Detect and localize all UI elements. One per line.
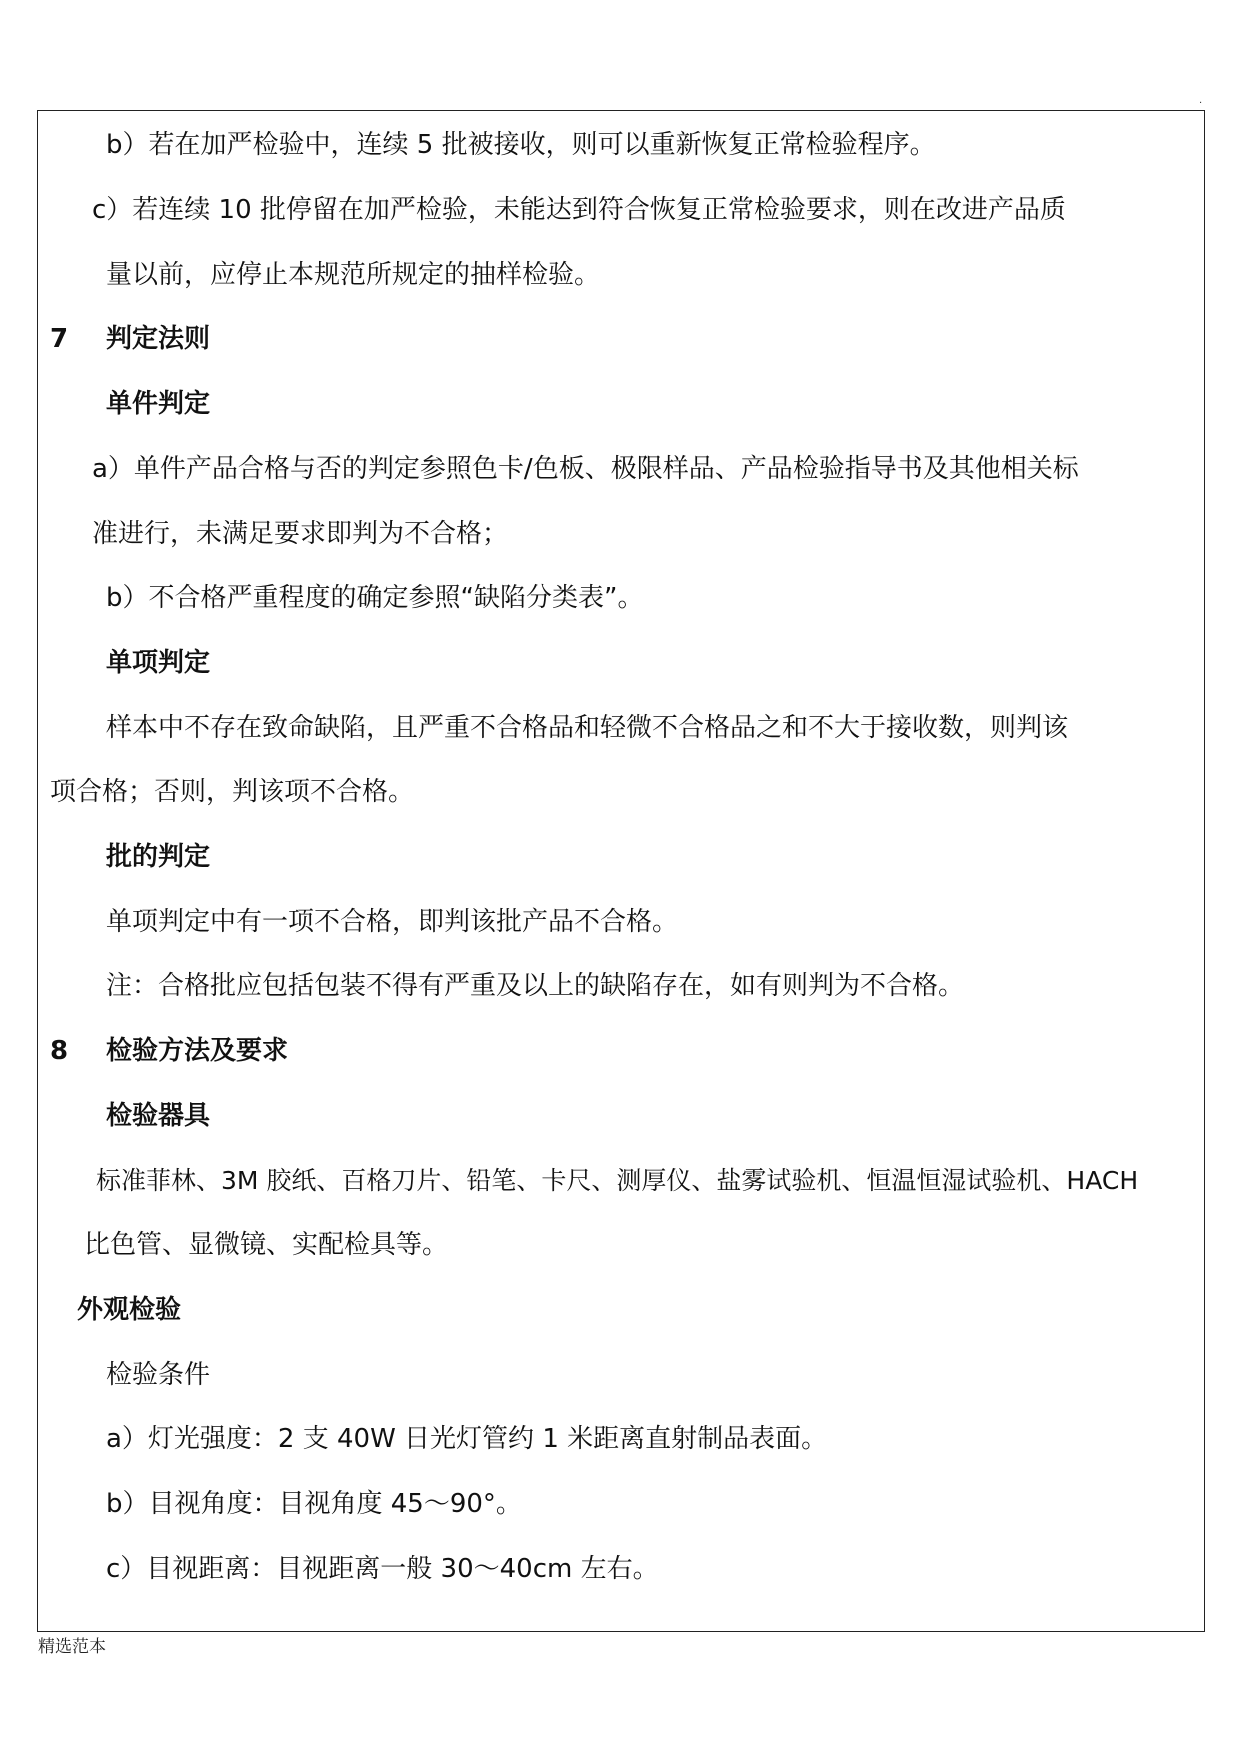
text-batch-note: 注：合格批应包括包装不得有严重及以上的缺陷存在，如有则判为不合格。 bbox=[106, 971, 965, 1001]
text-cond-a: a）灯光强度：2 支 40W 日光灯管约 1 米距离直射制品表面。 bbox=[106, 1424, 828, 1454]
corner-mark: . bbox=[1199, 95, 1203, 106]
text-cond-c: c）目视距离：目视距离一般 30～40cm 左右。 bbox=[106, 1554, 659, 1584]
tools-heading: 检验器具 bbox=[106, 1101, 211, 1131]
text-item-2: 项合格；否则，判该项不合格。 bbox=[50, 777, 415, 807]
text-c-stop-2: 量以前，应停止本规范所规定的抽样检验。 bbox=[106, 260, 601, 290]
footer-label: 精选范本 bbox=[38, 1637, 106, 1657]
text-cond-b: b）目视角度：目视角度 45～90°。 bbox=[106, 1489, 522, 1519]
section-8-number: 8 bbox=[50, 1036, 69, 1066]
text-c-stop-1: c）若连续 10 批停留在加严检验，未能达到符合恢复正常检验要求，则在改进产品质 bbox=[92, 195, 1066, 225]
text-tools-1: 标准菲林、3M 胶纸、百格刀片、铅笔、卡尺、测厚仪、盐雾试验机、恒温恒湿试验机、HACH bbox=[96, 1166, 1139, 1195]
appearance-heading: 外观检验 bbox=[77, 1295, 182, 1325]
text-b-resume: b）若在加严检验中，连续 5 批被接收，则可以重新恢复正常检验程序。 bbox=[106, 130, 936, 160]
text-unit-a-1: a）单件产品合格与否的判定参照色卡/色板、极限样品、产品检验指导书及其他相关标 bbox=[92, 454, 1079, 484]
section-8-title: 检验方法及要求 bbox=[106, 1036, 289, 1066]
unit-judgement-heading: 单件判定 bbox=[106, 389, 211, 419]
section-7-number: 7 bbox=[50, 324, 69, 354]
item-judgement-heading: 单项判定 bbox=[106, 648, 211, 678]
batch-judgement-heading: 批的判定 bbox=[106, 842, 211, 872]
conditions-heading: 检验条件 bbox=[106, 1360, 211, 1390]
text-batch-1: 单项判定中有一项不合格，即判该批产品不合格。 bbox=[106, 907, 679, 937]
text-tools-2: 比色管、显微镜、实配检具等。 bbox=[84, 1230, 449, 1260]
text-unit-a-2: 准进行，未满足要求即判为不合格； bbox=[92, 519, 509, 549]
text-unit-b: b）不合格严重程度的确定参照“缺陷分类表”。 bbox=[106, 583, 644, 613]
document-frame bbox=[37, 110, 1205, 1632]
text-item-1: 样本中不存在致命缺陷，且严重不合格品和轻微不合格品之和不大于接收数，则判该 bbox=[106, 713, 1069, 743]
section-7-title: 判定法则 bbox=[106, 324, 211, 354]
